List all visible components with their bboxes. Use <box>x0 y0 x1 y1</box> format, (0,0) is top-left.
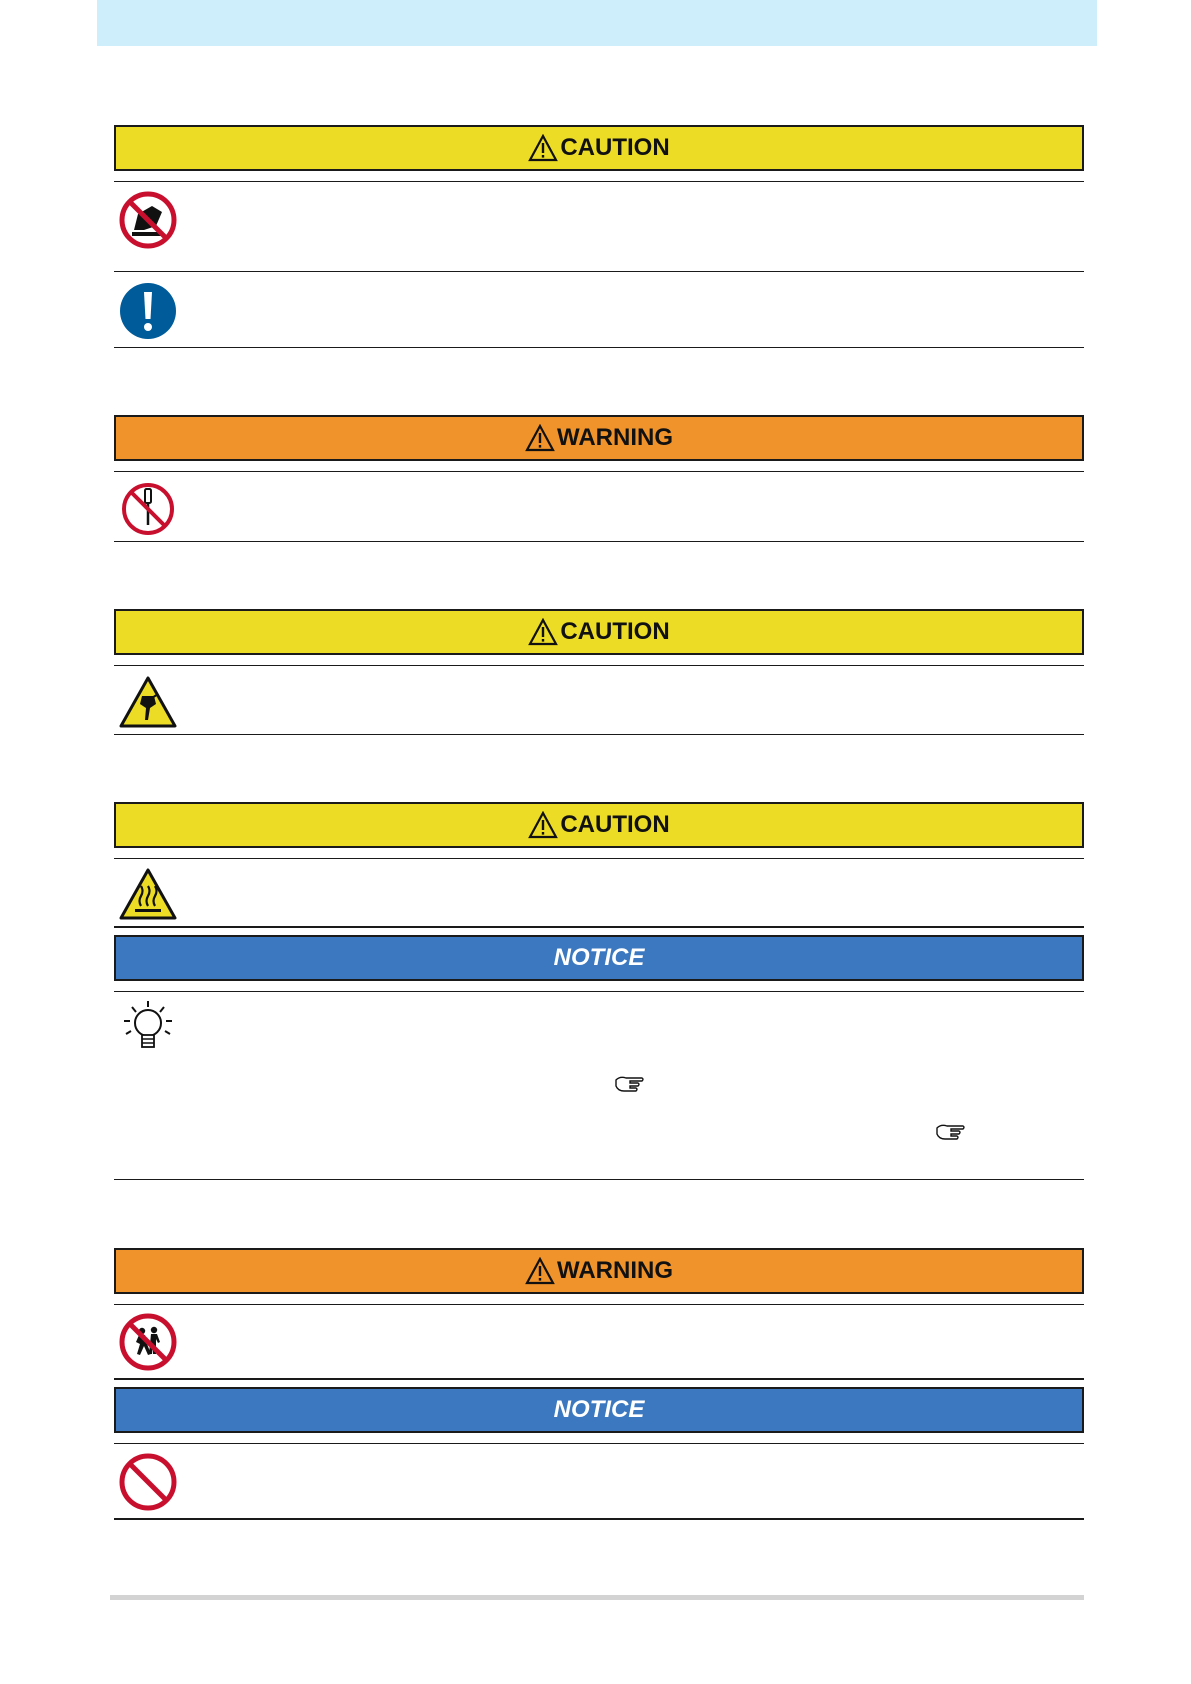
section-rule <box>114 541 1084 542</box>
section-rule <box>114 1304 1084 1305</box>
page-bottom-rule <box>110 1595 1084 1600</box>
no-children-icon <box>118 1312 178 1372</box>
warning-triangle-icon <box>528 811 558 839</box>
warning-triangle-icon <box>525 424 555 452</box>
caution-header <box>114 802 1084 848</box>
sharp-edge-hand-injury-icon <box>118 674 178 734</box>
caution-header-label: CAUTION <box>560 618 670 645</box>
notice-header <box>114 935 1084 981</box>
warning-triangle-icon <box>528 134 558 162</box>
section-rule <box>114 665 1084 666</box>
reference-pointer-icon[interactable] <box>614 1074 646 1094</box>
notice-header-label: NOTICE <box>553 944 645 971</box>
do-not-disassemble-icon <box>118 479 178 539</box>
caution-header <box>114 125 1084 171</box>
section-rule <box>114 1518 1084 1520</box>
warning-triangle-icon <box>528 618 558 646</box>
hot-surface-icon <box>118 866 178 926</box>
section-rule <box>114 991 1084 992</box>
section-rule <box>114 1179 1084 1180</box>
reference-pointer-icon[interactable] <box>935 1122 967 1142</box>
lightbulb-tip-icon <box>118 998 178 1058</box>
caution-header-label: CAUTION <box>560 811 670 838</box>
section-rule <box>114 1378 1084 1380</box>
warning-header <box>114 415 1084 461</box>
notice-header <box>114 1387 1084 1433</box>
section-rule <box>114 471 1084 472</box>
section-rule <box>114 734 1084 735</box>
page-top-band <box>97 0 1097 46</box>
section-rule <box>114 1443 1084 1444</box>
prohibition-icon <box>118 1452 178 1512</box>
section-rule <box>114 858 1084 859</box>
mandatory-action-icon <box>118 281 178 341</box>
caution-header <box>114 609 1084 655</box>
section-rule <box>114 347 1084 348</box>
notice-header-label: NOTICE <box>553 1396 645 1423</box>
caution-header-label: CAUTION <box>560 134 670 161</box>
warning-triangle-icon <box>525 1257 555 1285</box>
warning-header <box>114 1248 1084 1294</box>
section-rule <box>114 181 1084 182</box>
section-rule <box>114 271 1084 272</box>
warning-header-label: WARNING <box>557 1257 673 1284</box>
section-rule <box>114 926 1084 928</box>
do-not-touch-icon <box>118 190 178 250</box>
warning-header-label: WARNING <box>557 424 673 451</box>
